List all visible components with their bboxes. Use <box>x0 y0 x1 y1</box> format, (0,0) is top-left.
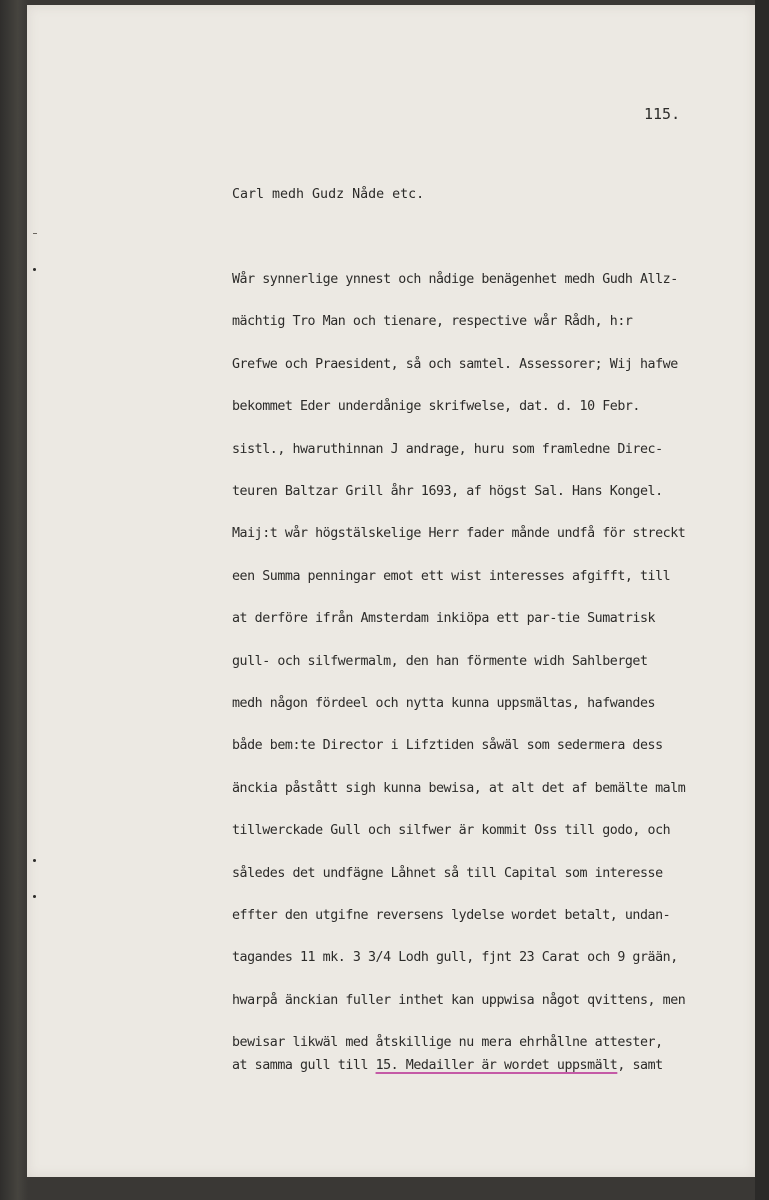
letter-line: teuren Baltzar Grill åhr 1693, af högst Sal. Hans Kongel. <box>232 484 663 499</box>
letter-line: at derföre ifrån Amsterdam inkiöpa ett par-tie Sumatrisk <box>232 611 656 627</box>
letter-line: mächtig Tro Man och tienare, respective wår Rådh, h:r <box>232 314 633 330</box>
scanner-edge-shadow <box>755 0 769 1200</box>
page-number: 115. <box>644 105 681 123</box>
margin-mark <box>33 233 37 234</box>
letter-line: både bem:te Director i Lifztiden såwäl som sedermera dess <box>232 738 663 754</box>
margin-mark <box>33 859 36 862</box>
letter-line: bekommet Eder underdånige skrifwelse, dat. d. 10 Febr. <box>232 399 640 415</box>
letter-line: bewisar likwäl med åtskillige nu mera ehrhållne attester, <box>232 1035 663 1051</box>
letter-line: Grefwe och Praesident, så och samtel. Assessorer; Wij hafwe <box>232 356 678 372</box>
letter-line: een Summa penningar emot ett wist interesses afgifft, till <box>232 568 671 584</box>
letter-line: sistl., hwaruthinnan J andrage, huru som framledne Direc- <box>232 441 663 457</box>
letter-line: gull- och silfwermalm, den han förmente widh Sahlberget <box>232 653 648 669</box>
letter-line: tillwerckade Gull och silfwer är kommit Oss till godo, och <box>232 823 671 839</box>
letter-line-text: , samt <box>617 1058 663 1073</box>
underlined-text: 15. Medailler är wordet uppsmält <box>375 1058 618 1073</box>
margin-mark <box>33 268 36 271</box>
letter-line: änckia påstått sigh kunna bewisa, at alt det af bemälte malm <box>232 780 686 796</box>
letter-line <box>232 1058 663 1073</box>
letter-line: effter den utgifne reversens lydelse wordet betalt, undan- <box>232 908 671 923</box>
letter-line: medh någon fördeel och nytta kunna uppsmältas, hafwandes <box>232 696 656 711</box>
letter-line: hwarpå änckian fuller inthet kan uppwisa något qvittens, men <box>232 992 686 1008</box>
margin-mark <box>33 895 36 898</box>
letter-line: Maij:t wår högstälskelige Herr fader månde undfå för streckt <box>232 526 686 542</box>
salutation: Carl medh Gudz Nåde etc. <box>232 187 425 202</box>
letter-line: Wår synnerlige ynnest och nådige benägenhet medh Gudh Allz- <box>232 272 678 287</box>
letter-line: således det undfägne Låhnet så till Capital som interesse <box>232 865 663 881</box>
letter-line: tagandes 11 mk. 3 3/4 Lodh gull, fjnt 23 Carat och 9 grään, <box>232 950 678 966</box>
letter-line-text: at samma gull till <box>232 1058 376 1073</box>
